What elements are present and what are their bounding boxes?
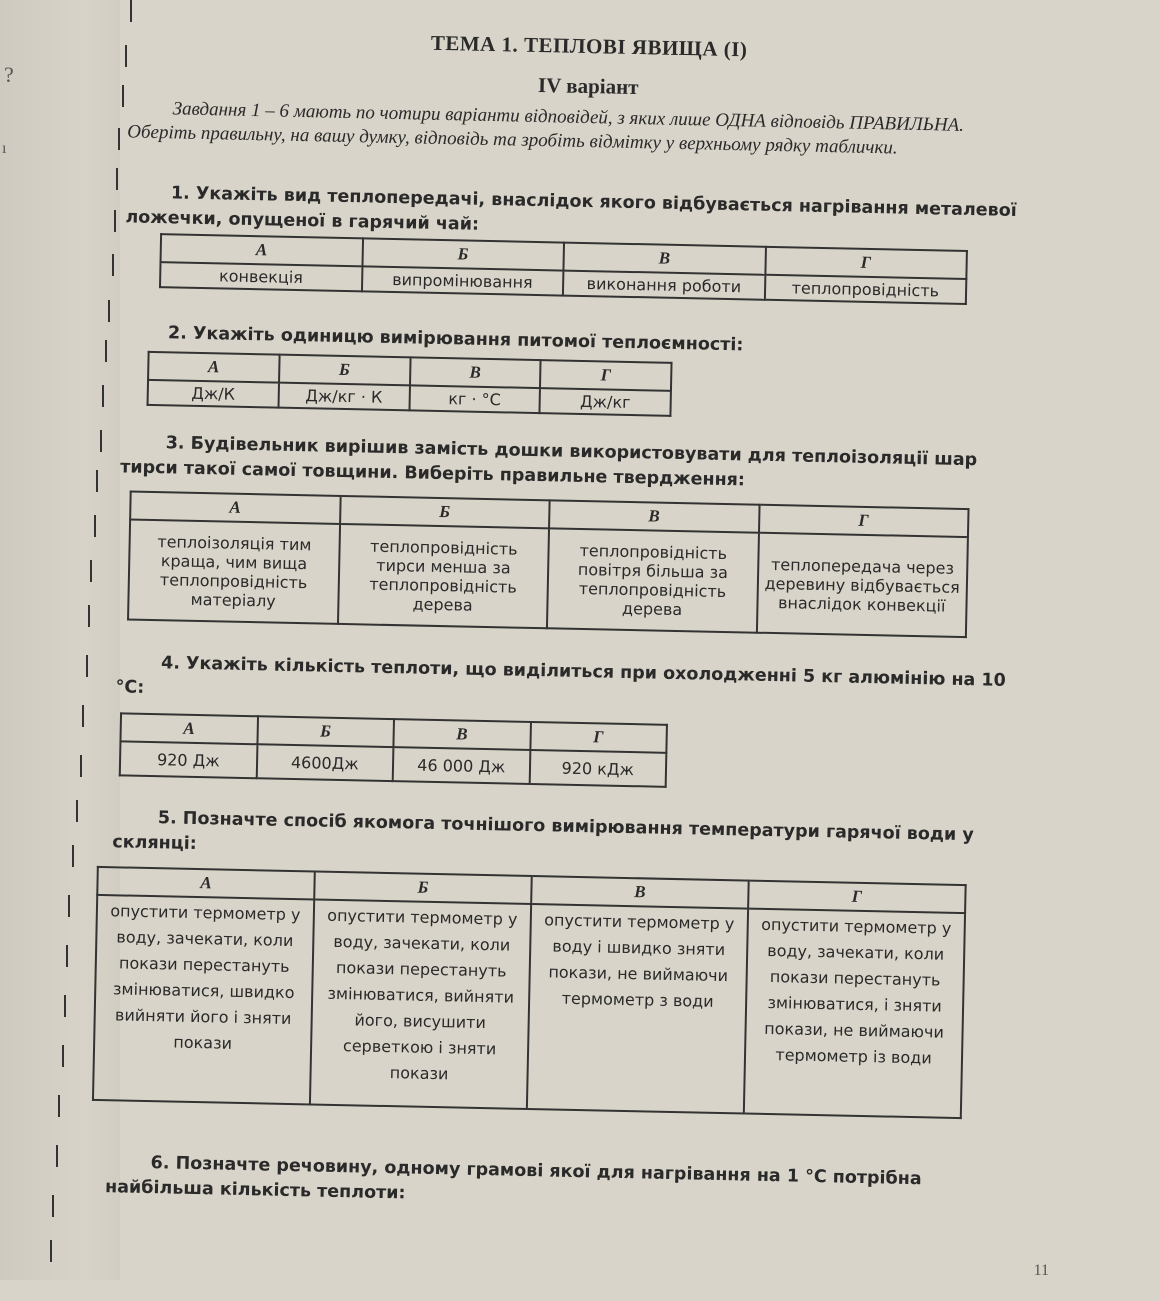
option-a-letter[interactable]: А bbox=[130, 492, 340, 524]
answer-table-2 bbox=[147, 351, 673, 417]
question-5: 5. Позначте спосіб якомога точнішого вимірювання температури гарячої води у склянці: bbox=[112, 808, 974, 854]
option-b-letter[interactable]: Б bbox=[340, 496, 550, 528]
option-a-letter[interactable]: А bbox=[161, 234, 363, 266]
binder-line bbox=[96, 470, 98, 492]
binder-line bbox=[56, 1145, 58, 1167]
binder-line bbox=[58, 1095, 60, 1117]
option-b-letter[interactable]: Б bbox=[257, 716, 394, 747]
instructions: Завдання 1 – 6 мають по чотири варіанти відповідей, з яких лише ОДНА відповідь ПРАВИЛЬНА. Оберіть правильну, на вашу думку, відповідь та зробіть відмітку у верхньому рядку таблички. bbox=[127, 98, 965, 159]
option-b-answer: опустити термометр у воду, зачекати, коли покази перестануть змінюватися, вийняти його, висушити серветкою і зняти покази bbox=[310, 899, 531, 1108]
binder-line bbox=[86, 655, 88, 677]
binder-line bbox=[66, 945, 68, 967]
option-b-answer: 4600Дж bbox=[256, 744, 393, 781]
option-c-letter[interactable]: В bbox=[563, 243, 765, 275]
option-a-letter[interactable]: А bbox=[148, 352, 279, 383]
question-4: 4. Укажіть кількість теплоти, що виділиться при охолодженні 5 кг алюмінію на 10 °С: bbox=[115, 653, 1006, 698]
binder-line bbox=[80, 755, 82, 777]
option-a-answer: теплоізоляція тим краща, чим вища теплопровідність матеріалу bbox=[128, 520, 340, 624]
binder-line bbox=[52, 1195, 54, 1217]
answer-table-3 bbox=[127, 491, 970, 639]
page-number: 11 bbox=[1033, 1262, 1049, 1279]
option-b-letter[interactable]: Б bbox=[362, 238, 564, 270]
binder-line bbox=[64, 995, 66, 1017]
option-d-letter[interactable]: Г bbox=[748, 881, 966, 914]
binder-line bbox=[82, 705, 84, 727]
option-d-letter[interactable]: Г bbox=[540, 360, 671, 391]
option-c-letter[interactable]: В bbox=[409, 357, 540, 388]
option-c-answer: теплопровідність повітря більша за теплопровідність дерева bbox=[547, 528, 759, 632]
option-c-answer: виконання роботи bbox=[563, 271, 765, 300]
binder-line bbox=[94, 515, 96, 537]
worksheet-page bbox=[83, 0, 1110, 1301]
answer-table-4 bbox=[119, 712, 668, 787]
binder-line bbox=[50, 1240, 52, 1262]
binder-line bbox=[68, 895, 70, 917]
page-title: ТЕМА 1. ТЕПЛОВІ ЯВИЩА (І) bbox=[430, 30, 748, 62]
option-b-answer: теплопровідність тирси менша за теплопровідність дерева bbox=[337, 524, 549, 628]
option-c-letter[interactable]: В bbox=[393, 719, 530, 750]
margin-tick-mark: ı bbox=[2, 140, 7, 157]
option-d-letter[interactable]: Г bbox=[530, 722, 667, 753]
option-d-answer: 920 кДж bbox=[529, 750, 666, 787]
option-a-letter[interactable]: А bbox=[120, 713, 257, 744]
option-b-answer: випромінювання bbox=[361, 266, 563, 295]
option-c-answer: опустити термометр у воду і швидко зняти покази, не виймаючи термометр з води bbox=[527, 904, 748, 1113]
option-c-letter[interactable]: В bbox=[531, 876, 749, 909]
binder-line bbox=[88, 605, 90, 627]
option-a-answer: Дж/К bbox=[148, 380, 279, 408]
question-1: 1. Укажіть вид теплопередачі, внаслідок якого відбувається нагрівання металевої ложечки, опущеної в гарячий чай: bbox=[125, 183, 1017, 235]
option-a-answer: опустити термометр у воду, зачекати, коли покази перестануть змінюватися, швидко вийняти його і зняти покази bbox=[93, 895, 314, 1104]
variant-label: IV варіант bbox=[537, 72, 639, 100]
option-b-answer: Дж/кг · К bbox=[278, 383, 409, 411]
option-c-letter[interactable]: В bbox=[549, 500, 759, 532]
option-d-letter[interactable]: Г bbox=[765, 247, 967, 279]
question-6: 6. Позначте речовину, одному грамові якої для нагрівання на 1 °С потрібна найбільша кількість теплоти: bbox=[104, 1153, 922, 1204]
question-2: 2. Укажіть одиницю вимірювання питомої теплоємності: bbox=[167, 323, 744, 356]
option-a-answer: конвекція bbox=[160, 262, 362, 291]
option-d-letter[interactable]: Г bbox=[758, 505, 968, 537]
binder-line bbox=[90, 560, 92, 582]
option-b-letter[interactable]: Б bbox=[314, 871, 532, 904]
option-d-answer: теплопровідність bbox=[764, 275, 966, 304]
binder-line bbox=[62, 1045, 64, 1067]
binder-line bbox=[76, 800, 78, 822]
option-c-answer: 46 000 Дж bbox=[393, 747, 530, 784]
option-d-answer: Дж/кг bbox=[540, 388, 671, 416]
option-c-answer: кг · °С bbox=[409, 385, 540, 413]
option-a-answer: 920 Дж bbox=[120, 741, 257, 778]
answer-table-5 bbox=[92, 866, 967, 1119]
option-d-answer: теплопередача через деревину відбувається внаслідок конвекції bbox=[756, 533, 968, 637]
question-3: 3. Будівельник вирішив замість дошки використовувати для теплоізоляції шар тирси такої самої товщини. Виберіть правильне твердження: bbox=[120, 433, 978, 491]
option-b-letter[interactable]: Б bbox=[279, 355, 410, 386]
option-a-letter[interactable]: А bbox=[97, 867, 315, 900]
option-d-answer: опустити термометр у воду, зачекати, коли покази перестануть змінюватися, і зняти покази, не виймаючи термометр із води bbox=[744, 909, 965, 1118]
margin-question-mark: ? bbox=[4, 62, 14, 87]
binder-line bbox=[72, 845, 74, 867]
